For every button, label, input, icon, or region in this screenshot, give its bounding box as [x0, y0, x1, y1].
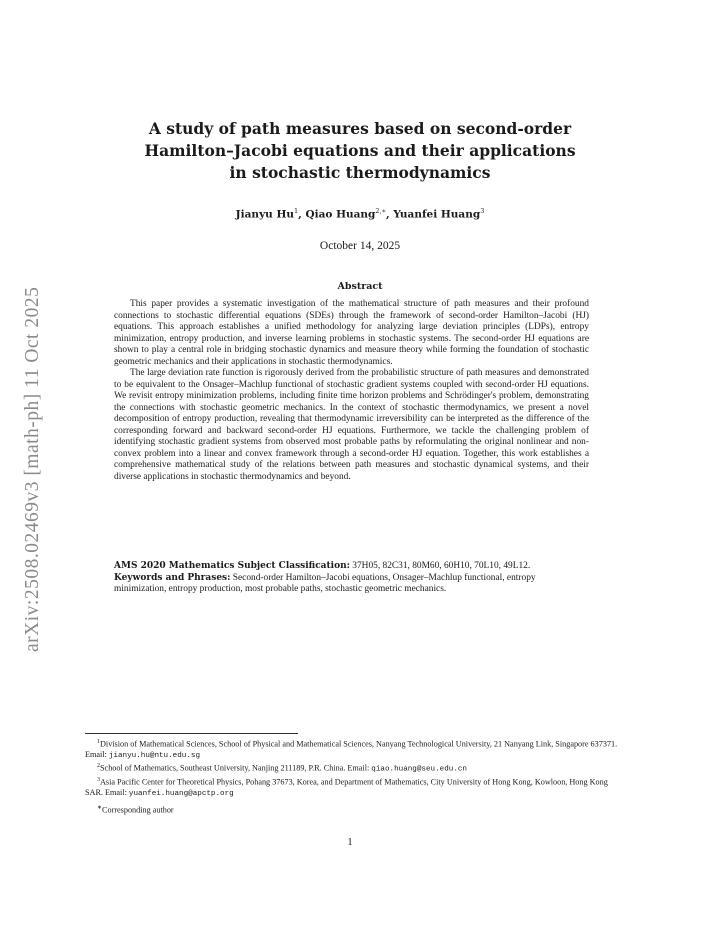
abstract-body — [114, 299, 589, 483]
author-email[interactable]: yuanfei.huang@apctp.org — [128, 790, 234, 799]
paper-title — [110, 118, 610, 184]
msc-classification — [114, 561, 589, 573]
keywords-label: Keywords and Phrases: — [114, 572, 231, 583]
abstract-paragraph-2: The large deviation rate function is rigorously derived from the probabilistic structure of path measures and demonstrated to be equivalent to the Onsager–Machlup functional of stochastic gradient systems coupled with second-order HJ equations. We revisit entropy minimization problems, including finite time horizon problems and Schrödinger's problem, demonstrating the connections with stochastic geometric mechanics. In the context of stochastic thermodynamics, we present a novel decomposition of entropy production, revealing that thermodynamic irreversibility can be interpreted as the difference of the corresponding forward and backward second-order HJ equations. Furthermore, we tackle the challenging problem of identifying stochastic gradient systems from observed most probable paths by reformulating the original nonlinear and non-convex problem into a linear and convex framework through a second-order HJ equation. Together, this work establishes a comprehensive mathematical study of the relations between path measures and stochastic dynamical systems, and their diverse applications in stochastic thermodynamics and beyond. — [114, 368, 589, 482]
footnote-text: School of Mathematics, Southeast University, Nanjing 211189, P.R. China. Email: — [100, 763, 372, 773]
page-number: 1 — [347, 837, 353, 848]
author-name: Yuanfei Huang — [393, 208, 481, 221]
footnote-mark: 2 — [97, 763, 100, 770]
affiliation-mark: 3 — [480, 207, 485, 215]
footnote-1 — [85, 737, 620, 761]
arxiv-identifier-stamp: arXiv:2508.02469v3 [math-ph] 11 Oct 2025 — [22, 286, 43, 652]
footnote-mark: ∗ — [97, 805, 103, 811]
footnote-mark: 3 — [97, 777, 100, 784]
abstract-paragraph-1: This paper provides a systematic investigation of the mathematical structure of path measures and their profound connections to stochastic differential equations (SDEs) through the framework of second-order Hamilton–Jacobi (HJ) equations. This approach establishes a unified methodology for analyzing large deviation principles (LDPs), entropy minimization, entropy production, and inverse learning problems in stochastic systems. The second-order HJ equations are shown to play a central role in bridging stochastic dynamics and measure theory while forming the foundation of stochastic geometric mechanics and their applications in stochastic thermodynamics. — [114, 299, 589, 367]
title-line-2: Hamilton–Jacobi equations and their applications — [144, 141, 576, 160]
author-name: Jianyu Hu — [235, 208, 295, 221]
msc-label: AMS 2020 Mathematics Subject Classification: — [114, 561, 350, 571]
footnote-mark: 1 — [97, 739, 100, 745]
author-email[interactable]: jianyu.hu@ntu.edu.sg — [108, 751, 201, 760]
footnotes — [85, 737, 620, 799]
classification-keywords-block — [114, 561, 589, 596]
msc-codes: 37H05, 82C31, 80M60, 60H10, 70L10, 49L12. — [349, 561, 531, 571]
author-email[interactable]: qiao.huang@seu.edu.cn — [371, 765, 467, 774]
author-separator: , — [386, 208, 394, 221]
footnote-3 — [85, 775, 620, 799]
footnote-2 — [85, 761, 620, 775]
paper-date: October 14, 2025 — [319, 240, 401, 252]
author-name: Qiao Huang — [305, 208, 376, 221]
footnote-text: Division of Mathematical Sciences, School of Physical and Mathematical Sciences, Nanyang Technological University, 21 Nanyang Link, Singapore 637371. Email: — [85, 739, 618, 759]
footnote-text: Corresponding author — [102, 805, 174, 815]
title-line-1: A study of path measures based on second-order — [148, 119, 572, 138]
corresponding-author-note — [97, 804, 174, 815]
keywords — [114, 573, 589, 596]
affiliation-mark: 1 — [294, 207, 299, 215]
footnote-text: Asia Pacific Center for Theoretical Physics, Pohang 37673, Korea, and Department of Mathematics, City University of Hong Kong, Kowloon, Hong Kong SAR. Email: — [85, 777, 608, 798]
author-list — [110, 207, 610, 221]
title-line-3: in stochastic thermodynamics — [229, 163, 491, 182]
keywords-list: Second-order Hamilton–Jacobi equations, Onsager–Machlup functional, entropy minimization, entropy production, most probable paths, stochastic geometric mechanics. — [114, 572, 536, 594]
abstract-heading: Abstract — [337, 281, 383, 292]
author-separator: , — [298, 208, 306, 221]
footnote-rule — [85, 733, 298, 734]
affiliation-mark: 2,∗ — [375, 207, 387, 215]
